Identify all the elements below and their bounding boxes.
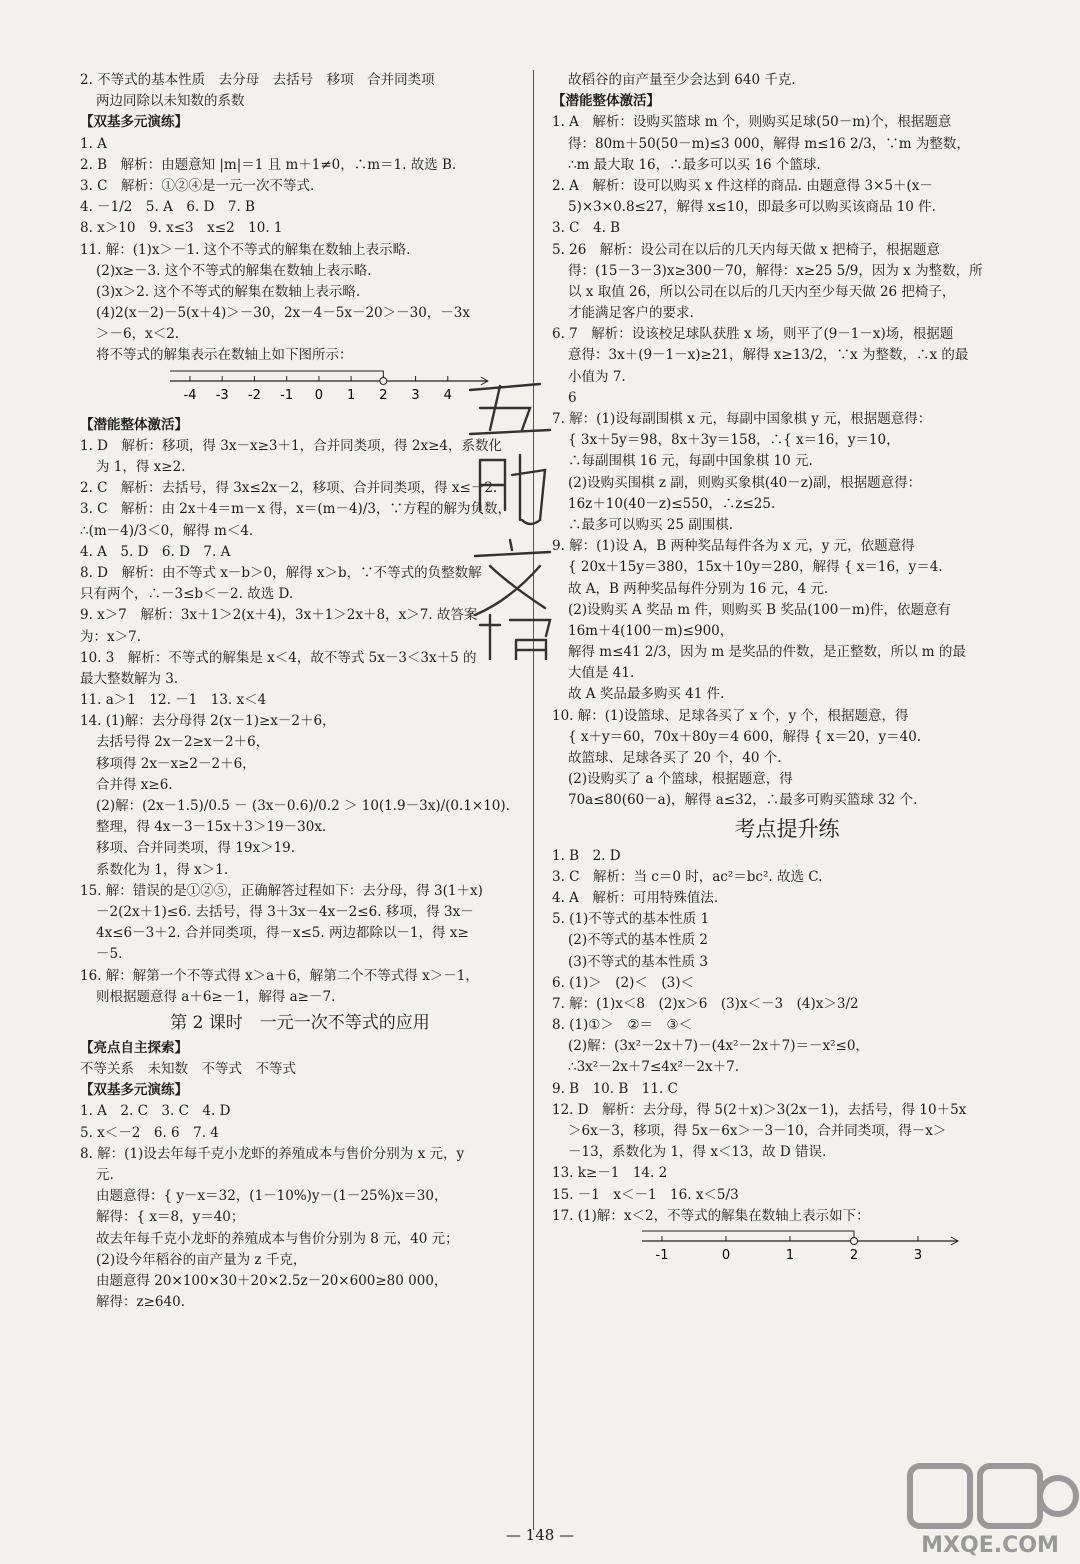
answer-line: 5. 26 解析：设公司在以后的几天内每天做 x 把椅子，根据题意 (552, 241, 941, 258)
endpoint-circle (380, 377, 387, 384)
answer-line: ∴最多可以购买 25 副围棋. (568, 516, 734, 533)
axis-tick-label: 2 (379, 387, 388, 403)
answer-line: 意得：3x＋(9－1－x)≥21，解得 x≥13/2，∵x 为整数，∴x 的最 (568, 347, 969, 364)
section-title: 第 2 课时 一元一次不等式的应用 (170, 1012, 430, 1033)
answer-line: ∴每副围棋 16 元，每副中国象棋 10 元. (568, 453, 813, 470)
answer-line: { 3x＋5y＝98，8x＋3y＝158，∴{ x＝16，y＝10， (568, 432, 900, 449)
axis-tick-label: -1 (280, 387, 294, 403)
answer-line: 最大整数解为 3. (80, 670, 179, 687)
answer-line: 8. x＞10 9. x≤3 x≤2 10. 1 (80, 220, 283, 237)
answer-line: 由题意得 20×100×30＋20×2.5z－20×600≥80 000， (96, 1272, 448, 1289)
answer-line: 2. 不等式的基本性质 去分母 去括号 移项 合并同类项 (80, 72, 435, 88)
answer-line: 6. 7 解析：设该校足球队获胜 x 场，则平了(9－1－x)场，根据题 (552, 326, 954, 343)
answer-line: 16z＋10(40－z)≤550，∴z≤25. (568, 495, 776, 512)
answer-line: 6. (1)＞ (2)＜ (3)＜ (552, 974, 695, 991)
answer-line: 整理，得 4x－3－15x＋3＞19－30x. (96, 819, 327, 836)
answer-line: 4x≤6－3＋2. 合并同类项，得－x≤5. 两边都除以－1，得 x≥ (96, 925, 469, 942)
answer-line: 4. －1/2 5. A 6. D 7. B (80, 199, 255, 216)
answer-line: 去括号得 2x－2≥x－2＋6， (96, 734, 270, 751)
answer-line: 将不等式的解集表示在数轴上如下图所示： (96, 347, 353, 364)
answer-line: 元. (96, 1167, 114, 1183)
answer-line: 故去年每千克小龙虾的养殖成本与售价分别为 8 元，40 元； (96, 1230, 459, 1247)
answer-line: 移项、合并同类项，得 19x＞19. (96, 840, 296, 857)
answer-line: 3. C 4. B (552, 220, 621, 237)
answer-line: －5. (96, 946, 123, 963)
answer-line: (4)2(x－2)－5(x＋4)＞－30，2x－4－5x－20＞－30，－3x (96, 305, 471, 322)
answer-line: 故 A 奖品最多购买 41 件. (568, 686, 725, 703)
axis-tick-label: 0 (721, 1247, 731, 1263)
section-header: 【潜能整体激活】 (552, 93, 660, 110)
answer-line: 故篮球、足球各买了 20 个，40 个. (568, 750, 782, 766)
axis-tick-label: -1 (655, 1247, 669, 1263)
answer-line: 小值为 7. (568, 368, 626, 385)
answer-line: 两边同除以未知数的系数 (96, 93, 245, 110)
answer-line: 15. 解：错误的是①②⑤，正确解答过程如下：去分母，得 3(1＋x) (80, 882, 483, 899)
axis-tick-label: 3 (411, 387, 420, 403)
answer-line: 8. 解：(1)设去年每千克小龙虾的养殖成本与售价分别为 x 元，y (80, 1145, 465, 1162)
answer-line: 1. A 解析：设购买篮球 m 个，则购买足球(50－m)个，根据题意 (552, 114, 952, 131)
answer-line: 大值是 41. (568, 665, 635, 682)
answer-line: 不等关系 未知数 不等式 不等式 (80, 1061, 296, 1078)
answer-line: 为 1，得 x≥2. (96, 459, 186, 475)
page-number: — 148 — (505, 1526, 575, 1544)
answer-line: (3)x＞2. 这个不等式的解集在数轴上表示略. (96, 283, 361, 300)
answer-line: 14. (1)解：去分母得 2(x－1)≥x－2＋6， (80, 713, 336, 730)
answer-line: 以 x 取值 26，所以公司在以后的几天内至少每天做 26 把椅子， (568, 283, 956, 300)
section-header: 【双基多元演练】 (80, 114, 188, 131)
axis-tick-label: 2 (849, 1247, 859, 1263)
answer-line: 6 (568, 389, 577, 406)
answer-line: (2)设购买围棋 z 副，则购买象棋(40－z)副，根据题意得： (568, 474, 922, 491)
answer-line: ＞6x－3，移项，得 5x－6x＞－3－10，合并同类项，得－x＞ (568, 1123, 947, 1139)
endpoint-circle (851, 1237, 858, 1244)
answer-line: 1. A (80, 135, 107, 152)
left-column (80, 70, 520, 1313)
answer-line: 9. x＞7 解析：3x＋1＞2(x＋4)，3x＋1＞2x＋8，x＞7. 故答案 (80, 607, 478, 624)
axis-tick-label: 0 (314, 387, 324, 403)
answer-line: (3)不等式的基本性质 3 (568, 953, 709, 970)
answer-line: 2. B 解析：由题意知 |m|＝1 且 m＋1≠0，∴m＝1. 故选 B. (80, 156, 457, 173)
section-header: 【双基多元演练】 (80, 1082, 188, 1099)
answer-line: 7. 解：(1)设每副围棋 x 元，每副中国象棋 y 元，根据题意得： (552, 411, 932, 427)
answer-line: { x＋y＝60，70x＋80y＝4 600，解得 { x＝20，y＝40. (568, 728, 922, 745)
axis-tick-label: 1 (785, 1247, 795, 1263)
answer-line: 解得：z≥640. (96, 1294, 185, 1311)
answer-line: 3. C 解析：当 c＝0 时，ac²＝bc². 故选 C. (552, 868, 823, 885)
answer-line: 得：80m＋50(50－m)≤3 000，解得 m≤16 2/3，∵m 为整数， (568, 135, 970, 152)
answer-line: (2)不等式的基本性质 2 (568, 932, 709, 949)
answer-line: 系数化为 1，得 x＞1. (96, 861, 229, 878)
answer-line: (2)设今年稻谷的亩产量为 z 千克， (96, 1251, 307, 1268)
answer-line: 4. A 解析：可用特殊值法. (552, 889, 719, 906)
answer-line: 移项得 2x－x≥2－2＋6， (96, 755, 256, 772)
section-header: 【潜能整体激活】 (80, 416, 188, 433)
answer-line: 4. A 5. D 6. D 7. A (80, 543, 231, 560)
answer-line: ∴m 最大取 16，∴最多可以买 16 个篮球. (568, 156, 821, 173)
answer-line: 10. 3 解析：不等式的解集是 x＜4，故不等式 5x－3＜3x＋5 的 (80, 649, 477, 666)
answer-line: 2. C 解析：去括号，得 3x≤2x－2，移项、合并同类项，得 x≤－2. (80, 480, 498, 497)
section-header: 【亮点自主探索】 (80, 1039, 188, 1056)
svg-text:MXQE.COM: MXQE.COM (921, 1533, 1059, 1558)
answer-line: ∴(m－4)/3＜0，解得 m＜4. (80, 522, 254, 539)
right-column (552, 70, 1022, 1275)
answer-line: 3. C 解析：①②④是一元一次不等式. (80, 177, 315, 194)
handwriting-overlay (450, 370, 570, 660)
answer-line: 11. a＞1 12. －1 13. x＜4 (80, 692, 267, 709)
answer-line: 1. D 解析：移项，得 3x－x≥3＋1，合并同类项，得 2x≥4，系数化 (80, 437, 502, 454)
answer-line: 由题意得：{ y－x＝32，(1－10%)y－(1－25%)x＝30， (96, 1188, 448, 1205)
answer-line: 70a≤80(60－a)，解得 a≤32，∴最多可购买篮球 32 个. (568, 792, 918, 809)
watermark-logo (900, 1460, 1080, 1560)
answer-line: 解得 m≤41 2/3，因为 m 是奖品的件数，是正整数，所以 m 的最 (568, 644, 966, 661)
answer-line: 解得：{ x＝8，y＝40； (96, 1209, 245, 1226)
answer-line: 5)×3×0.8≤27，解得 x≤10，即最多可以购买该商品 10 件. (568, 199, 936, 216)
answer-line: 12. D 解析：去分母，得 5(2＋x)＞3(2x－1)，去括号，得 10＋5x (552, 1101, 967, 1118)
answer-line: 15. －1 x＜－1 16. x＜5/3 (552, 1186, 739, 1203)
answer-line: 故 A，B 两种奖品每件分别为 16 元，4 元. (568, 580, 829, 597)
answer-line: 11. 解：(1)x＞－1. 这个不等式的解集在数轴上表示略. (80, 241, 411, 258)
answer-line: ＞－6，x＜2. (96, 326, 180, 343)
answer-line: 16m＋4(100－m)≤900， (568, 622, 734, 639)
answer-line: 1. B 2. D (552, 847, 621, 864)
answer-line: (2)设购买了 a 个篮球，根据题意，得 (568, 771, 793, 788)
axis-tick-label: 3 (913, 1247, 923, 1263)
answer-line: (2)设购买 A 奖品 m 件，则购买 B 奖品(100－m)件，依题意有 (568, 601, 951, 618)
answer-line: 17. (1)解：x＜2，不等式的解集在数轴上表示如下： (552, 1207, 870, 1224)
answer-line: －2(2x＋1)≤6. 去括号，得 3＋3x－4x－2≤6. 移项，得 3x－ (96, 903, 474, 920)
answer-line: 为：x＞7. (80, 628, 141, 645)
answer-line: 8. (1)①＞ ②＝ ③＜ (552, 1017, 693, 1034)
solution-ray (642, 1231, 854, 1241)
answer-line: 合并得 x≥6. (96, 776, 173, 793)
answer-line: 7. 解：(1)x＜8 (2)x＞6 (3)x＜－3 (4)x＞3/2 (552, 995, 859, 1012)
column-divider (533, 70, 534, 1530)
answer-line: (2)解：(3x²－2x＋7)－(4x²－2x＋7)＝－x²≤0， (568, 1038, 869, 1055)
answer-line: 则根据题意得 a＋6≥－1，解得 a≥－7. (96, 988, 336, 1005)
answer-line: 故稻谷的亩产量至少会达到 640 千克. (568, 72, 796, 88)
answer-line: 才能满足客户的要求. (568, 305, 694, 322)
axis-tick-label: 1 (346, 387, 356, 403)
answer-line: 16. 解：解第一个不等式得 x＞a＋6，解第二个不等式得 x＞－1， (80, 967, 479, 984)
answer-line: 9. 解：(1)设 A，B 两种奖品每件各为 x 元，y 元，依题意得 (552, 538, 915, 555)
answer-line: (2)解：(2x－1.5)/0.5 － (3x－0.6)/0.2 ＞ 10(1.9－3x)/(0.1×10). (96, 798, 510, 814)
number-line (552, 1227, 1022, 1275)
axis-tick-label: 4 (443, 387, 452, 403)
answer-line: 10. 解：(1)设篮球、足球各买了 x 个，y 个，根据题意，得 (552, 707, 909, 724)
answer-line: (2)x≥－3. 这个不等式的解集在数轴上表示略. (96, 262, 372, 279)
section-title: 考点提升练 (734, 816, 840, 841)
answer-line: 3. C 解析：由 2x＋4＝m－x 得，x＝(m－4)/3，∵方程的解为负数， (80, 501, 511, 518)
answer-line: 只有两个，∴－3≤b＜－2. 故选 D. (80, 586, 294, 603)
answer-line: 5. (1)不等式的基本性质 1 (552, 911, 710, 928)
answer-line: { 20x＋15y＝380，15x＋10y＝280，解得 { x＝16，y＝4. (568, 559, 943, 576)
answer-line: －13，系数化为 1，得 x＜13，故 D 错误. (568, 1144, 827, 1161)
answer-line: 9. B 10. B 11. C (552, 1080, 678, 1097)
answer-line: 8. D 解析：由不等式 x－b＞0，解得 x＞b，∵不等式的负整数解 (80, 564, 482, 581)
axis-tick-label: -2 (247, 387, 261, 403)
answer-line: ∴3x²－2x＋7≤4x²－2x＋7. (568, 1059, 740, 1076)
answer-line: 5. x＜－2 6. 6 7. 4 (80, 1124, 219, 1141)
answer-line: 得：(15－3－3)x≥300－70，解得：x≥25 5/9，因为 x 为整数，所 (568, 262, 983, 279)
answer-line: 2. A 解析：设可以购买 x 件这样的商品. 由题意得 3×5＋(x－ (552, 177, 933, 194)
answer-line: 13. k≥－1 14. 2 (552, 1165, 668, 1182)
axis-tick-label: -3 (215, 387, 229, 403)
answer-line: 1. A 2. C 3. C 4. D (80, 1103, 231, 1120)
axis-tick-label: -4 (183, 387, 197, 403)
